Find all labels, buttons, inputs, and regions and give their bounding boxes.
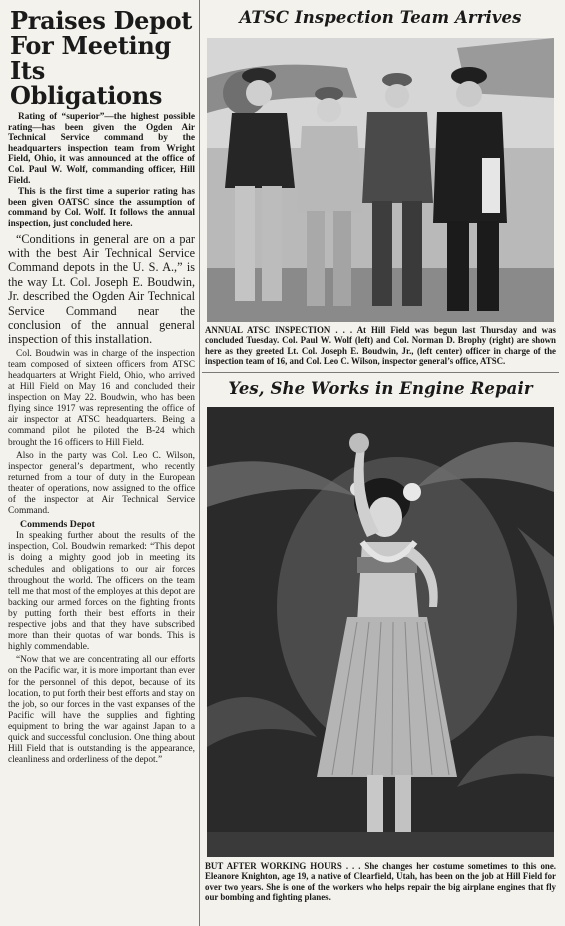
- article-column: [4, 0, 197, 926]
- hula-costume-photo: [207, 407, 554, 857]
- article-body: [8, 349, 195, 766]
- body-paragraph: Col. Boudwin was in charge of the inspection team composed of sixteen officers from ATSC headquarters at Wright Field, Ohio, who arrived at Hill Field on May 16 and concluded their inspection on May 22. Boudwin, who has been flying since 1917 was representing the office of air inspector at ATSC headquarters. Being a command pilot he piloted the B-24 which brought the 16 officers to Hill Field.: [8, 348, 195, 448]
- section-divider: [202, 372, 559, 373]
- column-divider: [199, 0, 200, 926]
- body-paragraph: Also in the party was Col. Leo C. Wilson, inspector general’s department, who recently returned from a tour of duty in the European theater of operations, now assigned to the office of the inspector at Air Technical Service Command.: [8, 450, 195, 517]
- article-headline: Praises Depot For Meeting Its Obligations: [10, 6, 193, 110]
- body-paragraph: “Now that we are concentrating all our efforts on the Pacific war, it is more important than ever for the personnel of this depot, because of its location, to put forth their best efforts and stay on the job, so our forces in the vast expanses of the Pacific will have the supplies and fighting equipment to bring the war against Japan to a quick and successful conclusion. One thing about Hill Field that is outstanding is the appearance, cleanliness and orderliness of the depot.”: [8, 655, 195, 766]
- photo-headline-top: ATSC Inspection Team Arrives: [239, 8, 522, 27]
- lead-paragraph: This is the first time a superior rating has been given OATSC since the assumption of command by Col. Wolf. It follows the annual inspection, just concluded here.: [8, 187, 195, 229]
- hula-photo-caption: BUT AFTER WORKING HOURS . . . She changes her costume sometimes to this one. Eleanore Knighton, age 19, a native of Clearfield, Utah, has been on the job at Hill Field for over two years. She is one of the workers who helps repair the big airplane engines that fly our bombing and fighting planes.: [205, 861, 556, 903]
- photo-headline-bottom: Yes, She Works in Engine Repair: [228, 379, 533, 399]
- inspection-team-photo-image: [207, 38, 554, 322]
- quote-paragraph: “Conditions in general are on a par with the best Air Technical Service Command depots in the U. S. A.,” is the way Lt. Col. Joseph E. Boudwin, Jr. described the Ogden Air Technical Service Command near the conclusion of the annual general inspection of this installation.: [8, 231, 195, 347]
- article-subhead: Commends Depot: [20, 519, 95, 531]
- lead-paragraph: Rating of “superior”—the highest possible rating—has been given the Ogden Air Technical Service command by the headquarters inspection team from Wright Field, Ohio, it was announced at the office of Col. Paul W. Wolf, commanding officer, Hill Field.: [8, 112, 195, 186]
- inspection-photo-caption: ANNUAL ATSC INSPECTION . . . At Hill Field was begun last Thursday and was concluded Tuesday. Col. Paul W. Wolf (left) and Col. Norman D. Brophy (right) are shown here as they greeted Lt. Col. Joseph E. Boudwin, Jr., (left center) officer in charge of the inspection team of 16, and Col. Leo C. Wilson, inspector general’s office, ATSC.: [205, 325, 556, 366]
- photo-column: [202, 0, 559, 926]
- article-lead: [8, 112, 195, 230]
- hula-costume-photo-image: [207, 407, 554, 857]
- body-paragraph: In speaking further about the results of the inspection, Col. Boudwin remarked: “This depot is doing a mighty good job in meeting its schedules and obligations to our air forces throughout the world. The officers on the team tell me that most of the employes at this depot are backing our armed forces on the fighting fronts by putting forth their best efforts in their respective jobs and that they have subscribed more than their quotas of war bonds. This is highly commendable.: [8, 531, 195, 653]
- article-pull-quote: [8, 232, 195, 347]
- inspection-team-photo: [207, 38, 554, 322]
